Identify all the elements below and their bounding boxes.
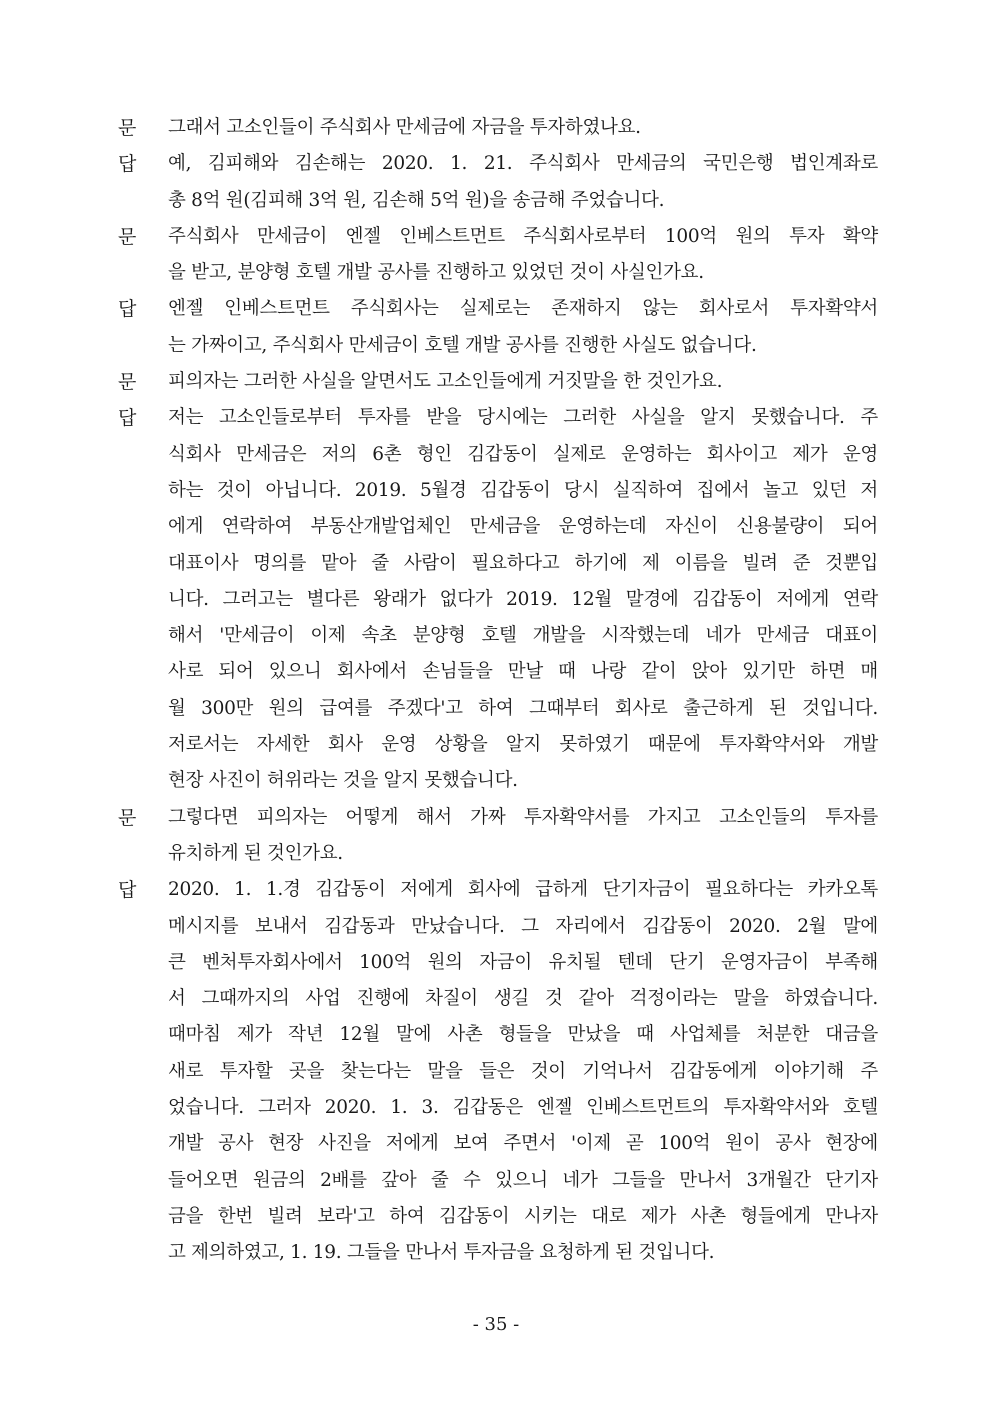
text-line: 금을 한번 빌려 보라'고 하여 김갑동이 시키는 대로 제가 사촌 형들에게 만나자 — [168, 1205, 878, 1227]
answer-entry — [118, 400, 878, 799]
text-line: 식회사 만세금은 저의 6촌 형인 김갑동이 실제로 운영하는 회사이고 제가 운영 — [168, 443, 878, 465]
text-line: 었습니다. 그러자 2020. 1. 3. 김갑동은 엔젤 인베스트먼트의 투자확약서와 호텔 — [168, 1097, 878, 1119]
text-line: 해서 '만세금이 이제 속초 분양형 호텔 개발을 시작했는데 네가 만세금 대표이 — [168, 625, 878, 647]
question-label: 문 — [118, 225, 137, 248]
text-line: 월 300만 원의 급여를 주겠다'고 하여 그때부터 회사로 출근하게 된 것입니다. — [168, 697, 878, 719]
text-line: 현장 사진이 허위라는 것을 알지 못했습니다. — [168, 770, 518, 792]
text-line: 예, 김피해와 김손해는 2020. 1. 21. 주식회사 만세금의 국민은행 법인계좌로 — [168, 153, 878, 175]
text-line: 엔젤 인베스트먼트 주식회사는 실제로는 존재하지 않는 회사로서 투자확약서 — [168, 298, 878, 320]
interrogation-transcript — [118, 110, 878, 1272]
entry-text — [168, 291, 878, 364]
answer-entry — [118, 872, 878, 1271]
text-line: 들어오면 원금의 2배를 갚아 줄 수 있으니 네가 그들을 만나서 3개월간 단기자 — [168, 1169, 878, 1191]
answer-label: 답 — [118, 407, 137, 430]
text-line: 저는 고소인들로부터 투자를 받을 당시에는 그러한 사실을 알지 못했습니다. 주 — [168, 407, 878, 429]
answer-entry — [118, 146, 878, 219]
entry-text — [168, 800, 878, 873]
text-line: 그래서 고소인들이 주식회사 만세금에 자금을 투자하였나요. — [168, 117, 641, 138]
question-entry — [118, 364, 878, 400]
entry-text — [168, 219, 878, 292]
text-line: 메시지를 보내서 김갑동과 만났습니다. 그 자리에서 김갑동이 2020. 2월 말에 — [168, 915, 878, 937]
text-line: 큰 벤처투자회사에서 100억 원의 자금이 유치될 텐데 단기 운영자금이 부족해 — [168, 951, 878, 973]
question-label: 문 — [118, 371, 137, 394]
text-line: 피의자는 그러한 사실을 알면서도 고소인들에게 거짓말을 한 것인가요. — [168, 371, 723, 393]
question-label: 문 — [118, 117, 137, 139]
answer-label: 답 — [118, 879, 137, 902]
page-number: - 35 - — [472, 1314, 520, 1335]
question-entry — [118, 110, 878, 146]
entry-text — [168, 146, 878, 219]
answer-label: 답 — [118, 298, 137, 321]
text-line: 고 제의하였고, 1. 19. 그들을 만나서 투자금을 요청하게 된 것입니다. — [168, 1242, 715, 1264]
entry-text — [168, 110, 878, 146]
text-line: 총 8억 원(김피해 3억 원, 김손해 5억 원)을 송금해 주었습니다. — [168, 189, 665, 211]
text-line: 2020. 1. 1.경 김갑동이 저에게 회사에 급하게 단기자금이 필요하다는 카카오톡 — [168, 879, 878, 901]
text-line: 때마침 제가 작년 12월 말에 사촌 형들을 만났을 때 사업체를 처분한 대금을 — [168, 1024, 878, 1046]
text-line: 그렇다면 피의자는 어떻게 해서 가짜 투자확약서를 가지고 고소인들의 투자를 — [168, 806, 878, 828]
question-label: 문 — [118, 806, 137, 829]
text-line: 새로 투자할 곳을 찾는다는 말을 들은 것이 기억나서 김갑동에게 이야기해 주 — [168, 1060, 878, 1082]
text-line: 유치하게 된 것인가요. — [168, 842, 343, 864]
text-line: 사로 되어 있으니 회사에서 손님들을 만날 때 나랑 같이 앉아 있기만 하면 매 — [168, 661, 878, 683]
text-line: 을 받고, 분양형 호텔 개발 공사를 진행하고 있었던 것이 사실인가요. — [168, 262, 704, 284]
text-line: 하는 것이 아닙니다. 2019. 5월경 김갑동이 당시 실직하여 집에서 놀고 있던 저 — [168, 479, 878, 501]
text-line: 니다. 그러고는 별다른 왕래가 없다가 2019. 12월 말경에 김갑동이 저에게 연락 — [168, 588, 878, 610]
question-entry — [118, 219, 878, 292]
answer-label: 답 — [118, 153, 137, 176]
answer-entry — [118, 291, 878, 364]
question-entry — [118, 800, 878, 873]
text-line: 에게 연락하여 부동산개발업체인 만세금을 운영하는데 자신이 신용불량이 되어 — [168, 516, 878, 538]
text-line: 주식회사 만세금이 엔젤 인베스트먼트 주식회사로부터 100억 원의 투자 확약 — [168, 225, 878, 247]
text-line: 대표이사 명의를 맡아 줄 사람이 필요하다고 하기에 제 이름을 빌려 준 것뿐입 — [168, 552, 878, 574]
entry-text — [168, 872, 878, 1271]
entry-text — [168, 400, 878, 799]
text-line: 는 가짜이고, 주식회사 만세금이 호텔 개발 공사를 진행한 사실도 없습니다. — [168, 334, 757, 356]
text-line: 저로서는 자세한 회사 운영 상황을 알지 못하였기 때문에 투자확약서와 개발 — [168, 734, 878, 756]
text-line: 개발 공사 현장 사진을 저에게 보여 주면서 '이제 곧 100억 원이 공사 현장에 — [168, 1133, 878, 1155]
text-line: 서 그때까지의 사업 진행에 차질이 생길 것 같아 걱정이라는 말을 하였습니다. — [168, 988, 878, 1010]
entry-text — [168, 364, 878, 400]
